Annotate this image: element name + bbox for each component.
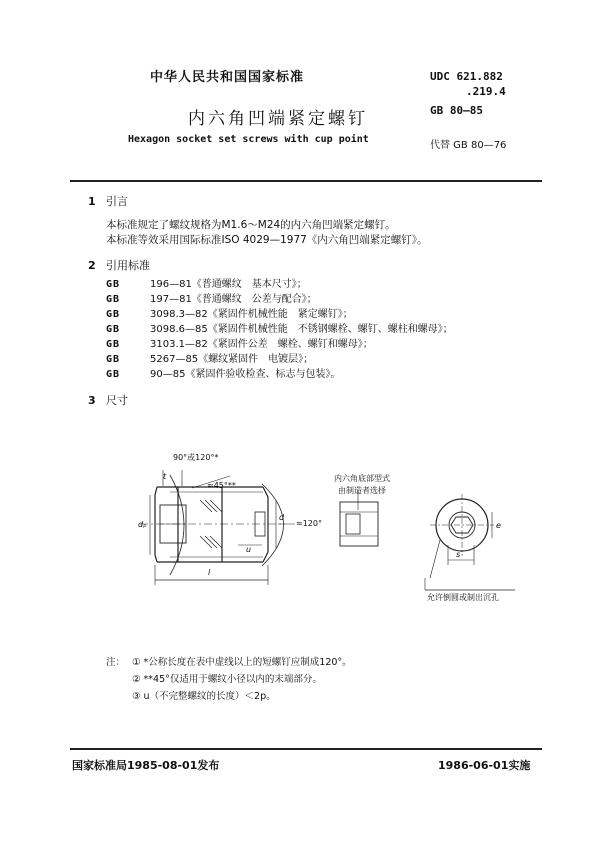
section-1-title: 引言	[106, 195, 128, 208]
notes-list	[132, 654, 352, 705]
reference-code: GB	[106, 354, 121, 365]
document-title-cn: 内六角凹端紧定螺钉	[188, 109, 368, 129]
section-1-number: 1	[88, 195, 96, 208]
reference-code: GB	[106, 279, 121, 290]
effective-date: 1986-06-01实施	[438, 759, 531, 772]
notes-label: 注：	[106, 657, 126, 668]
reference-text: 90—85《紧固件验收检查、标志与包装》。	[150, 369, 341, 380]
dimension-e: e	[496, 521, 501, 530]
dimension-s: s	[456, 550, 461, 559]
replaces-standard: 代替 GB 80—76	[430, 140, 507, 151]
reference-code: GB	[106, 324, 121, 335]
reference-code: GB	[106, 309, 121, 320]
angle-label-120: ≈120°	[296, 519, 322, 528]
section-1-paragraph: 本标准规定了螺纹规格为M1.6～M24的内六角凹端紧定螺钉。	[106, 219, 396, 231]
reference-text: 5267—85《螺纹紧固件 电镀层》；	[150, 354, 314, 365]
end-view	[425, 494, 515, 590]
section-3-title: 尺寸	[106, 394, 128, 407]
section-2-title: 引用标准	[106, 259, 150, 272]
gb-number: GB 80—85	[430, 104, 483, 117]
footer-divider	[70, 748, 542, 750]
angle-label-top: 90°或120°*	[173, 453, 219, 462]
screw-side-view	[140, 487, 285, 562]
reference-text: 3103.1—82《紧固件公差 螺栓、螺钉和螺母》；	[150, 339, 373, 350]
document-title-en: Hexagon socket set screws with cup point	[128, 134, 369, 145]
reference-code: GB	[106, 339, 121, 350]
socket-detail	[340, 490, 378, 546]
note-item: ② **45°仅适用于螺纹小径以内的末端部分。	[132, 674, 322, 685]
socket-note-line2: 由制造者选择	[338, 486, 386, 495]
reference-code: GB	[106, 369, 121, 380]
dimension-l: l	[208, 568, 211, 577]
dimension-u: u	[246, 545, 252, 554]
dimension-dz: d	[279, 513, 285, 522]
section-2-number: 2	[88, 259, 96, 272]
udc-code-line1: UDC 621.882	[430, 70, 503, 83]
reference-text: 3098.6—85《紧固件机械性能 不锈钢螺栓、螺钉、螺柱和螺母》；	[150, 324, 453, 335]
hole-note: 允许倒圆或制出沉孔	[427, 593, 499, 602]
udc-code-line2: .219.4	[466, 85, 506, 98]
socket-note-line1: 内六角底部型式	[334, 474, 390, 483]
reference-text: 197—81《普通螺纹 公差与配合》；	[150, 294, 317, 305]
reference-text: 196—81《普通螺纹 基本尺寸》；	[150, 279, 307, 290]
dimension-dp: dₚ	[138, 520, 147, 529]
standard-name: 中华人民共和国国家标准	[150, 70, 305, 85]
reference-text: 3098.3—82《紧固件机械性能 紧定螺钉》；	[150, 309, 353, 320]
dimension-t: t	[163, 472, 167, 481]
angle-label-45: ≈45°**	[207, 481, 236, 490]
note-item: ① *公称长度在表中虚线以上的短螺钉应制成120°。	[132, 657, 352, 668]
section-1-paragraph: 本标准等效采用国际标准ISO 4029—1977《内六角凹端紧定螺钉》。	[106, 234, 428, 246]
section-3-number: 3	[88, 394, 96, 407]
issue-date: 国家标准局1985-08-01发布	[72, 759, 220, 772]
note-item: ③ u（不完整螺纹的长度）＜2p。	[132, 691, 276, 702]
reference-code: GB	[106, 294, 121, 305]
